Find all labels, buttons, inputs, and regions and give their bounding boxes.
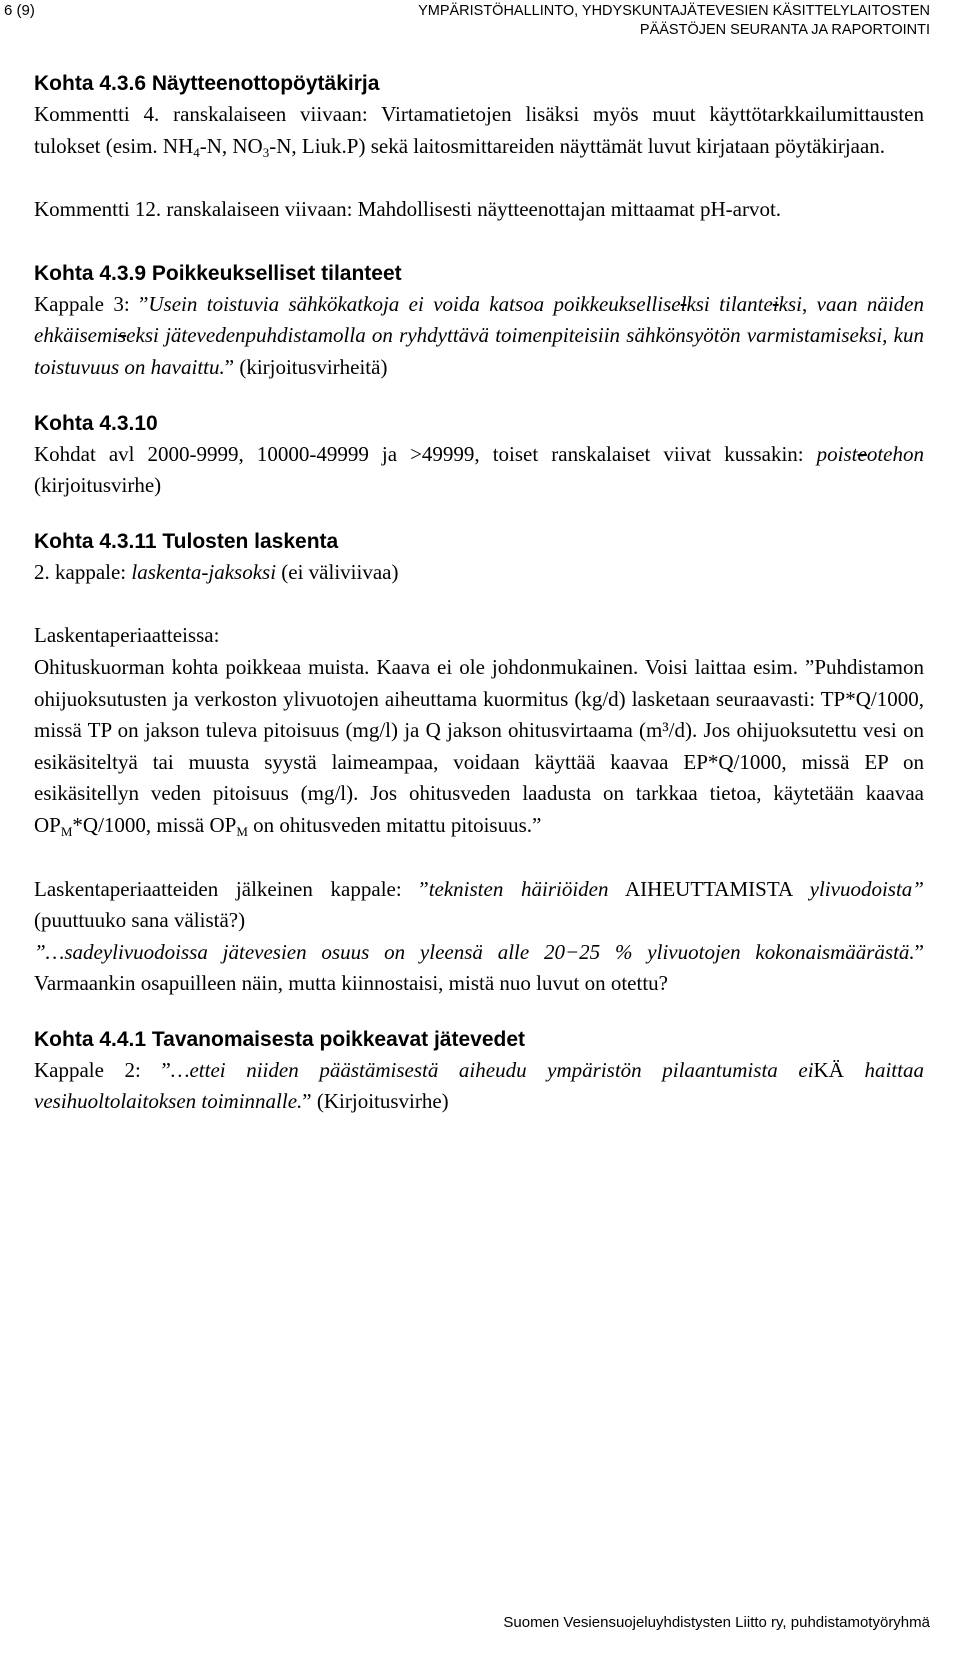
document-header (418, 2, 930, 40)
comment-12-paragraph: Kommentti 12. ranskalaiseen viivaan: Mahdollisesti näytteenottajan mittaamat pH-arvot. (34, 197, 782, 222)
laskentaperiaatteissa-label: Laskentaperiaatteissa: (34, 623, 220, 648)
laskentaperiaatteissa-paragraph: Ohituskuorman kohta poikkeaa muista. Kaava ei ole johdonmukainen. Voisi laittaa esim. ”Puhdistamon ohijuoksutusten ja verkoston ylivuotojen aiheuttama kuormitus (kg/d) lasketaan seuraavasti: TP*Q/1000, missä TP on jakson tuleva pitoisuus (mg/l) ja Q jakson ohitusvirtaama (m³/d). Jos ohijuoksutettu vesi on esikäsiteltyä tai muusta syystä laimeampaa, voidaan käyttää kaavaa EP*Q/1000, missä EP on esikäsitellyn veden pitoisuus (mg/l). Jos ohitusveden laadusta on tarkkaa tietoa, käytetään kaavaa $OP_M*Q/1000$, missä $OP_M$ on ohitusveden mitattu pitoisuus.” (34, 654, 924, 839)
section-4310-paragraph: Kohdat avl 2000-9999, 10000-49999 ja >49999, toiset ranskalaiset viivat kussakin: poisteotehon (kirjoitusvirhe) (34, 441, 924, 498)
header-org-line1: YMPÄRISTÖHALLINTO, YHDYSKUNTAJÄTEVESIEN KÄSITTELYLAITOSTEN (418, 3, 930, 19)
after-laskenta-paragraph: Laskentaperiaatteiden jälkeinen kappale: ”teknisten häiriöiden AIHEUTTAMISTA ylivuodoista” (puuttuuko sana välistä?) (34, 876, 924, 933)
paragraph-2-note: 2. kappale: laskenta-jaksoksi (ei väliviivaa) (34, 559, 399, 584)
section-heading-436: Kohta 4.3.6 Näytteenottopöytäkirja (34, 72, 380, 95)
page-footer: Suomen Vesiensuojeluyhdistysten Liitto ry, puhdistamotyöryhmä (503, 1614, 930, 1631)
section-heading-4311: Kohta 4.3.11 Tulosten laskenta (34, 529, 339, 553)
section-441-paragraph: Kappale 2: ”…ettei niiden päästämisestä aiheudu ympäristön pilaantumista eiKÄ haittaa vesihuoltolaitoksen toiminnalle.” (Kirjoitusvirhe) (34, 1057, 924, 1114)
section-439-paragraph: Kappale 3: ”Usein toistuvia sähkökatkoja ei voida katsoa poikkeukselliselksi tilanteiksi, vaan näiden ehkäisemiseksi jätevedenpuhdistamolla on ryhdyttävä toimenpiteisiin sähkönsyötön varmistamiseksi, kun toistuvuus on havaittu.” (kirjoitusvirheitä) (34, 291, 924, 379)
header-org-line2: PÄÄSTÖJEN SEURANTA JA RAPORTOINTI (639, 22, 930, 38)
section-heading-4310: Kohta 4.3.10 (34, 411, 158, 435)
section-heading-439: Kohta 4.3.9 Poikkeukselliset tilanteet (34, 261, 402, 285)
section-heading-441: Kohta 4.4.1 Tavanomaisesta poikkeavat jätevedet (34, 1027, 525, 1051)
sadeylivuoto-quote-paragraph: ”…sadeylivuodoissa jätevesien osuus on yleensä alle 20−25 % ylivuotojen kokonaismäärästä.” Varmaankin osapuilleen näin, mutta kiinnostaisi, mistä nuo luvut on otettu? (34, 939, 924, 996)
comment-4-paragraph: Kommentti 4. ranskalaiseen viivaan: Virtamatietojen lisäksi myös muut käyttötarkkailumittausten tulokset (esim. $NH_4-N$, $NO_3-N$, Liuk.P) sekä laitosmittareiden näyttämät luvut kirjataan pöytäkirjaan. (34, 102, 924, 160)
document-body (34, 68, 924, 1118)
page-number: 6 (9) (4, 2, 35, 19)
